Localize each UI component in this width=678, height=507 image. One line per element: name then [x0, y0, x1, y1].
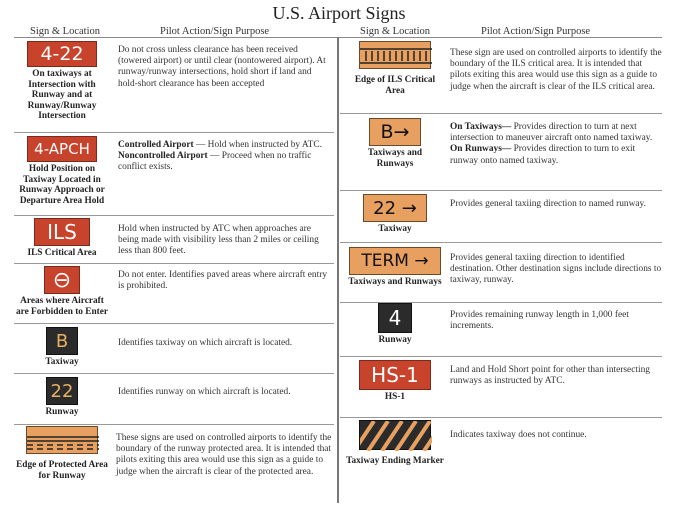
desc-hold-short: Land and Hold Short point for other than intersecting runways as instructed by ATC. [450, 365, 650, 387]
row-divider [340, 190, 662, 191]
desc-direction-b [450, 122, 662, 167]
caption-runway-location: Runway [45, 407, 79, 417]
desc-4-apch [118, 140, 330, 174]
sign-cell-runway-location [14, 377, 110, 418]
caption-taxiway-location: Taxiway [45, 357, 79, 367]
sign-4-22: 4-22 [27, 41, 97, 67]
sign-cell-no-entry [14, 266, 110, 317]
sign-protected-area-edge [26, 426, 98, 454]
sign-ils-critical-edge [359, 41, 431, 69]
caption-ils-critical-edge: Edge of ILS Critical Area [354, 75, 436, 96]
row-divider [340, 417, 662, 418]
on-taxiways-text: Provides direction to turn at next intersection to maneuver aircraft onto named taxiway. [450, 122, 653, 144]
sign-destination-term: TERM → [349, 247, 441, 275]
caption-distance-remaining: Runway [378, 335, 412, 345]
header-sign-location-right: Sign & Location [360, 26, 430, 37]
caption-destination-term: Taxiways and Runways [348, 277, 442, 287]
row-divider [14, 424, 334, 425]
desc-runway-location: Identifies runway on which aircraft is located. [118, 387, 291, 397]
sign-cell-ils [14, 218, 110, 259]
controlled-airport-label: Controlled Airport [118, 140, 194, 150]
sign-taxiway-location-b: B [46, 327, 78, 355]
caption-ils: ILS Critical Area [27, 248, 97, 258]
header-pilot-action-right: Pilot Action/Sign Purpose [481, 26, 591, 37]
sign-runway-location-22: 22 [46, 377, 78, 405]
row-divider [340, 113, 662, 114]
desc-direction-22: Provides general taxiing direction to named runway. [450, 199, 646, 209]
row-divider [14, 215, 334, 216]
sign-cell-direction-22 [350, 194, 440, 235]
desc-protected-area: These signs are used on controlled airports to identify the boundary of the runway protected area. It is intended that pilots exiting this area would use this sign as a guide to judge when the aircraft is clear of the protected area. [116, 433, 332, 477]
desc-ils-critical-edge: These sign are used on controlled airports to identify the boundary of the ILS critical area. It is intended that pilots exiting this area would use this sign as a guide to judge when the aircraft is clear of the ILS critical area. [450, 48, 662, 92]
desc-no-entry: Do not enter. Identifies paved areas where aircraft entry is prohibited. [118, 270, 328, 292]
sign-distance-remaining-4: 4 [378, 303, 412, 333]
sign-cell-4-22 [14, 41, 110, 122]
sign-cell-taxiway-ending [338, 420, 452, 467]
header-pilot-action-left: Pilot Action/Sign Purpose [160, 26, 270, 37]
page-title: U.S. Airport Signs [272, 3, 406, 23]
sign-cell-protected-area [14, 426, 110, 481]
row-divider [14, 323, 334, 324]
sign-cell-4-apch [14, 136, 110, 206]
header-sign-location-left: Sign & Location [30, 26, 100, 37]
row-divider [340, 356, 662, 357]
caption-4-22: On taxiways at Intersection with Runway and at Runway/Runway Intersection [27, 69, 97, 122]
row-divider [14, 373, 334, 374]
desc-distance-remaining: Provides remaining runway length in 1,000 feet increments. [450, 310, 629, 332]
taxiway-ending-stripes-icon [360, 421, 432, 451]
ils-edge-pattern-icon [360, 42, 432, 70]
desc-ils: Hold when instructed by ATC when approaches are being made with visibility less than 2 miles or ceiling less than 800 feet. [118, 224, 319, 257]
caption-direction-b: Taxiways and Runways [367, 148, 423, 169]
caption-hold-short: HS-1 [384, 392, 406, 402]
sign-direction-22: 22 → [363, 194, 427, 222]
sign-direction-b: B→ [369, 118, 421, 146]
caption-no-entry: Areas where Aircraft are Forbidden to Enter [15, 296, 108, 317]
sign-taxiway-ending [359, 420, 431, 450]
sign-hold-short-hs-1: HS-1 [359, 360, 431, 390]
caption-direction-22: Taxiway [378, 224, 412, 234]
no-entry-icon: ⊖ [44, 266, 80, 294]
sign-cell-hold-short [350, 360, 440, 403]
controlled-airport-text: — Hold when instructed by ATC. [193, 140, 322, 150]
on-runways-label: On Runways— [450, 144, 512, 155]
caption-protected-area: Edge of Protected Area for Runway [16, 460, 108, 481]
on-runways-text: Provides direction to turn to exit runway onto named taxiway. [450, 144, 636, 166]
caption-4-apch: Hold Position on Taxiway Located in Runway Approach or Departure Area Hold [19, 164, 105, 206]
row-divider [14, 263, 334, 264]
sign-ils: ILS [34, 218, 90, 246]
desc-taxiway-ending: Indicates taxiway does not continue. [450, 430, 587, 440]
sign-cell-ils-critical-edge [350, 41, 440, 96]
row-divider [340, 242, 662, 243]
sign-4-apch: 4-APCH [27, 136, 97, 162]
desc-destination-term: Provides general taxiing direction to identified destination. Other destination signs include directions to taxiway, runway. [450, 253, 662, 286]
on-taxiways-label: On Taxiways— [450, 122, 512, 132]
desc-taxiway-location: Identifies taxiway on which aircraft is located. [118, 338, 293, 348]
row-divider [14, 132, 334, 133]
desc-4-22: Do not cross unless clearance has been received (towered airport) or until clear (nontowered airport). At runway/runway intersections, hold short if land and hold-short clearance has been accepted [118, 45, 326, 89]
caption-taxiway-ending: Taxiway Ending Marker [346, 456, 444, 466]
protected-area-pattern-icon [27, 427, 99, 455]
noncontrolled-airport-text: — Proceed when no traffic conflict exists. [118, 151, 312, 173]
sign-cell-taxiway-location [14, 327, 110, 368]
noncontrolled-airport-label: Noncontrolled Airport [118, 151, 208, 162]
sign-cell-direction-b [350, 118, 440, 169]
sign-cell-distance-remaining [350, 303, 440, 346]
sign-cell-destination-term [342, 247, 448, 288]
